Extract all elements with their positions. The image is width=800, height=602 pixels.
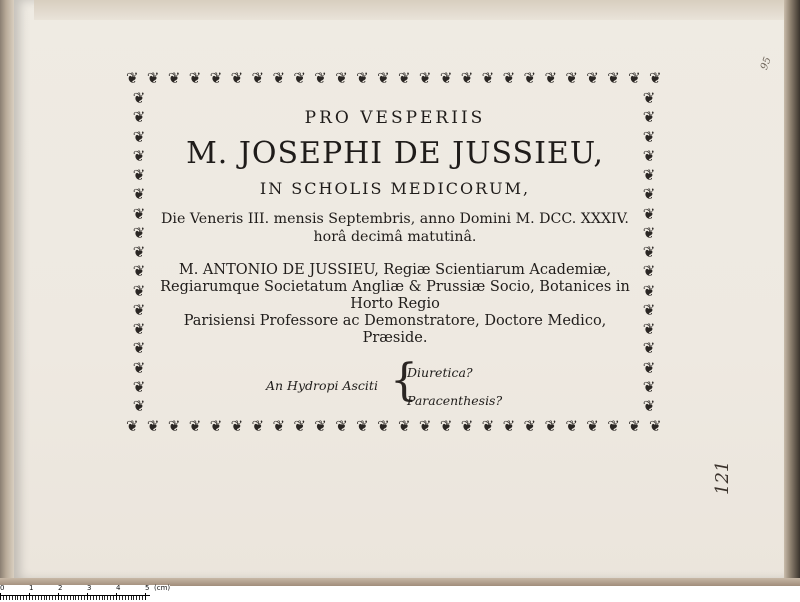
- scale-minor-tick: [90, 596, 91, 600]
- scale-major-tick: [0, 593, 1, 600]
- scale-minor-tick: [78, 596, 79, 600]
- fleuron-ornament: ❦: [642, 166, 656, 184]
- fleuron-ornament: ❦: [418, 417, 432, 435]
- fleuron-ornament: ❦: [126, 69, 139, 87]
- fleuron-ornament: ❦: [132, 397, 146, 415]
- fleuron-ornament: ❦: [642, 397, 656, 415]
- scale-minor-tick: [139, 596, 140, 600]
- fleuron-ornament: ❦: [132, 339, 146, 358]
- scale-label: (cm): [154, 584, 171, 592]
- fleuron-ornament: ❦: [132, 108, 146, 127]
- scale-minor-tick: [142, 596, 143, 600]
- scale-minor-tick: [41, 596, 42, 600]
- thesis-question: [150, 355, 640, 411]
- scale-minor-tick: [122, 596, 123, 600]
- praeses-line-3: Parisiensi Professore ac Demonstratore, Doctore Medico, Præside.: [183, 313, 607, 346]
- scale-minor-tick: [75, 596, 76, 600]
- folio-number: 121: [712, 460, 733, 495]
- scale-label: 3: [87, 584, 92, 592]
- frame-bottom-border: [126, 414, 662, 438]
- fleuron-ornament: ❦: [628, 417, 641, 435]
- fleuron-ornament: ❦: [642, 300, 656, 319]
- fleuron-ornament: ❦: [132, 185, 146, 204]
- scale-label: 0: [0, 584, 5, 592]
- fleuron-ornament: ❦: [126, 417, 139, 435]
- scale-minor-tick: [46, 596, 47, 600]
- praeses-text: [150, 262, 640, 347]
- fleuron-ornament: ❦: [642, 358, 656, 377]
- fleuron-ornament: ❦: [132, 320, 146, 338]
- fleuron-ornament: ❦: [167, 417, 181, 435]
- fleuron-ornament: ❦: [544, 69, 558, 87]
- page-top-shadow: [34, 0, 786, 20]
- fleuron-ornament: ❦: [188, 417, 202, 435]
- heading-name: M. JOSEPHI DE JUSSIEU,: [186, 136, 604, 171]
- scale-minor-tick: [17, 596, 18, 600]
- fleuron-ornament: ❦: [356, 69, 369, 87]
- scale-minor-tick: [70, 596, 71, 600]
- page-right-edge: [784, 0, 800, 585]
- scale-minor-tick: [110, 596, 111, 600]
- scale-minor-tick: [128, 596, 129, 600]
- fleuron-ornament: ❦: [607, 417, 620, 435]
- date-line-1: Die Veneris III. mensis Septembris, anno Domini M. DCC. XXXIV.: [161, 211, 629, 227]
- fleuron-ornament: ❦: [132, 223, 146, 242]
- scale-major-tick: [58, 593, 59, 600]
- scale-minor-tick: [49, 596, 50, 600]
- scale-minor-tick: [9, 596, 10, 600]
- fleuron-ornament: ❦: [377, 417, 390, 435]
- scale-minor-tick: [131, 596, 132, 600]
- scale-minor-tick: [84, 596, 85, 600]
- scale-minor-tick: [96, 596, 97, 600]
- fleuron-ornament: ❦: [132, 166, 146, 184]
- fleuron-ornament: ❦: [146, 69, 160, 87]
- fleuron-ornament: ❦: [544, 417, 558, 435]
- fleuron-ornament: ❦: [132, 204, 146, 223]
- fleuron-ornament: ❦: [418, 69, 432, 87]
- scale-minor-tick: [67, 596, 68, 600]
- cm-scale-bar: [0, 585, 170, 602]
- scale-minor-tick: [73, 596, 74, 600]
- fleuron-ornament: ❦: [523, 417, 537, 435]
- fleuron-ornament: ❦: [642, 262, 656, 281]
- scale-minor-tick: [6, 596, 7, 600]
- fleuron-ornament: ❦: [649, 417, 662, 435]
- scale-label: 5: [145, 584, 150, 592]
- fleuron-ornament: ❦: [502, 417, 516, 435]
- scale-minor-tick: [119, 596, 120, 600]
- fleuron-ornament: ❦: [523, 69, 537, 87]
- scale-minor-tick: [44, 596, 45, 600]
- fleuron-ornament: ❦: [335, 417, 348, 435]
- fleuron-ornament: ❦: [642, 243, 656, 261]
- scale-minor-tick: [104, 596, 105, 600]
- fleuron-ornament: ❦: [356, 417, 369, 435]
- fleuron-ornament: ❦: [230, 417, 244, 435]
- scale-minor-tick: [113, 596, 114, 600]
- fleuron-ornament: ❦: [293, 417, 306, 435]
- fleuron-ornament: ❦: [642, 185, 656, 204]
- fleuron-ornament: ❦: [251, 417, 265, 435]
- praeses-line-2: Regiarumque Societatum Angliæ & Prussiæ Socio, Botanices in Horto Regio: [160, 279, 630, 312]
- scale-minor-tick: [15, 596, 16, 600]
- fleuron-ornament: ❦: [439, 417, 453, 435]
- frame-right-border: [638, 90, 660, 414]
- fleuron-ornament: ❦: [565, 417, 578, 435]
- fleuron-ornament: ❦: [565, 69, 578, 87]
- scale-minor-tick: [125, 596, 126, 600]
- scale-minor-tick: [38, 596, 39, 600]
- scale-minor-tick: [64, 596, 65, 600]
- fleuron-ornament: ❦: [607, 69, 620, 87]
- scale-label: 1: [29, 584, 34, 592]
- fleuron-ornament: ❦: [132, 358, 146, 377]
- fleuron-ornament: ❦: [628, 69, 641, 87]
- scale-minor-tick: [81, 596, 82, 600]
- fleuron-ornament: ❦: [132, 281, 146, 300]
- fleuron-ornament: ❦: [481, 69, 495, 87]
- fleuron-ornament: ❦: [132, 300, 146, 319]
- fleuron-ornament: ❦: [132, 243, 146, 261]
- fleuron-ornament: ❦: [209, 417, 223, 435]
- fleuron-ornament: ❦: [314, 417, 327, 435]
- scale-label: 4: [116, 584, 121, 592]
- scale-minor-tick: [3, 596, 4, 600]
- scale-major-tick: [116, 593, 117, 600]
- fleuron-ornament: ❦: [586, 417, 599, 435]
- scale-minor-tick: [32, 596, 33, 600]
- fleuron-ornament: ❦: [146, 417, 160, 435]
- fleuron-ornament: ❦: [642, 339, 656, 358]
- scale-minor-tick: [107, 596, 108, 600]
- fleuron-ornament: ❦: [642, 89, 656, 107]
- scale-major-tick: [145, 593, 146, 600]
- fleuron-ornament: ❦: [439, 69, 453, 87]
- scale-minor-tick: [136, 596, 137, 600]
- scale-minor-tick: [99, 596, 100, 600]
- fleuron-ornament: ❦: [460, 69, 474, 87]
- fleuron-ornament: ❦: [132, 127, 146, 146]
- fleuron-ornament: ❦: [251, 69, 265, 87]
- scale-minor-tick: [35, 596, 36, 600]
- fleuron-ornament: ❦: [642, 281, 656, 300]
- scale-major-tick: [87, 593, 88, 600]
- fleuron-ornament: ❦: [132, 146, 146, 165]
- scale-minor-tick: [61, 596, 62, 600]
- scale-minor-tick: [133, 596, 134, 600]
- heading-pro-vesperiis: PRO VESPERIIS: [304, 108, 486, 128]
- fleuron-ornament: ❦: [502, 69, 516, 87]
- fleuron-ornament: ❦: [481, 417, 495, 435]
- frame-left-border: [128, 90, 150, 414]
- fleuron-ornament: ❦: [167, 69, 181, 87]
- fleuron-ornament: ❦: [132, 262, 146, 281]
- corner-annotation: 95: [759, 55, 774, 72]
- fleuron-ornament: ❦: [272, 69, 286, 87]
- fleuron-ornament: ❦: [377, 69, 390, 87]
- fleuron-ornament: ❦: [335, 69, 348, 87]
- fleuron-ornament: ❦: [132, 377, 146, 396]
- scale-label: 2: [58, 584, 63, 592]
- fleuron-ornament: ❦: [132, 89, 146, 107]
- fleuron-ornament: ❦: [188, 69, 202, 87]
- scale-labels: [0, 585, 170, 593]
- fleuron-ornament: ❦: [642, 108, 656, 127]
- praeses-line-1: M. ANTONIO DE JUSSIEU, Regiæ Scientiarum Academiæ,: [178, 262, 612, 278]
- question-option-2: Paracenthesis?: [407, 393, 503, 408]
- fleuron-ornament: ❦: [230, 69, 244, 87]
- brace-icon: {: [390, 355, 418, 406]
- fleuron-ornament: ❦: [314, 69, 327, 87]
- scale-minor-tick: [26, 596, 27, 600]
- fleuron-ornament: ❦: [642, 377, 656, 396]
- fleuron-ornament: ❦: [642, 146, 656, 165]
- fleuron-ornament: ❦: [642, 204, 656, 223]
- fleuron-ornament: ❦: [642, 320, 656, 338]
- fleuron-ornament: ❦: [642, 223, 656, 242]
- fleuron-ornament: ❦: [272, 417, 286, 435]
- question-option-1: Diuretica?: [407, 365, 473, 380]
- scale-minor-tick: [93, 596, 94, 600]
- fleuron-ornament: ❦: [397, 69, 411, 87]
- frame-top-border: [126, 66, 662, 90]
- scale-minor-tick: [23, 596, 24, 600]
- fleuron-ornament: ❦: [586, 69, 599, 87]
- scale-minor-tick: [20, 596, 21, 600]
- fleuron-ornament: ❦: [642, 127, 656, 146]
- fleuron-ornament: ❦: [209, 69, 223, 87]
- scale-minor-tick: [52, 596, 53, 600]
- fleuron-ornament: ❦: [460, 417, 474, 435]
- heading-location: IN SCHOLIS MEDICORUM,: [259, 179, 531, 198]
- scale-minor-tick: [55, 596, 56, 600]
- title-block: [150, 94, 640, 411]
- date-line-2: horâ decimâ matutinâ.: [313, 229, 477, 245]
- question-lead: An Hydropi Asciti: [266, 378, 378, 393]
- fleuron-ornament: ❦: [397, 417, 411, 435]
- date-text: [150, 210, 640, 246]
- scale-minor-tick: [102, 596, 103, 600]
- fleuron-ornament: ❦: [649, 69, 662, 87]
- fleuron-ornament: ❦: [293, 69, 306, 87]
- scale-major-tick: [29, 593, 30, 600]
- scale-minor-tick: [12, 596, 13, 600]
